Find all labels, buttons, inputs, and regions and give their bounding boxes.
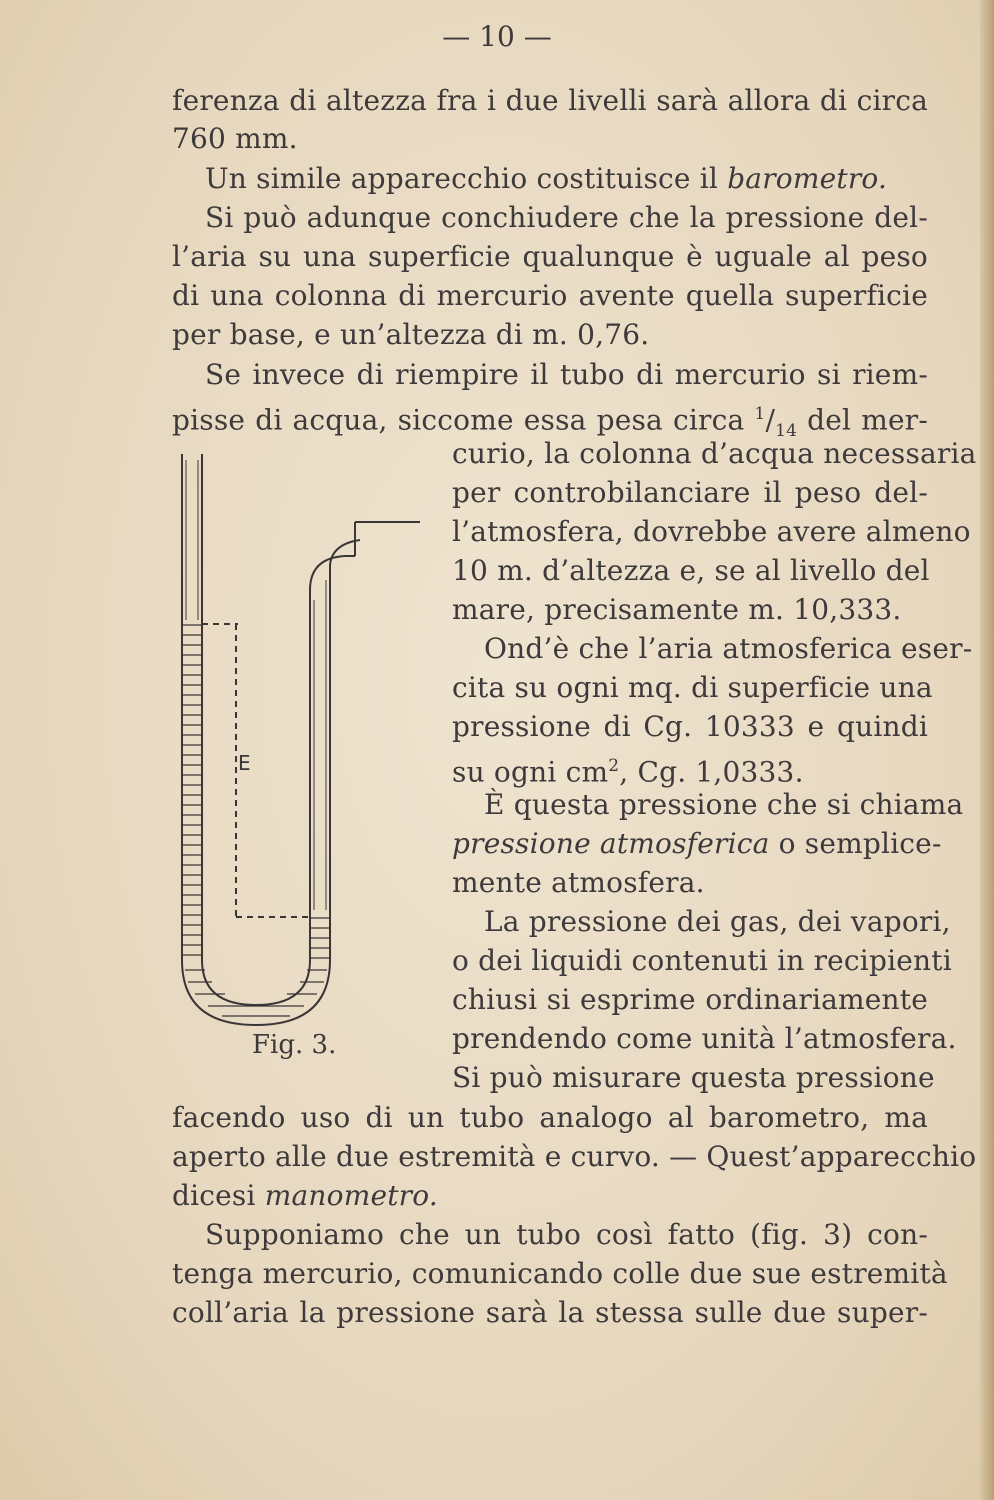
- text-line: [452, 747, 804, 791]
- fraction-numerator: 1: [754, 404, 766, 424]
- mercury-right-column: [311, 918, 329, 958]
- text-line: Si può misurare questa pressione: [452, 1061, 935, 1094]
- text-segment: pisse di acqua, siccome essa pesa circa: [172, 403, 755, 437]
- figure-caption: Fig. 3.: [252, 1030, 337, 1060]
- text-line: l’aria su una superficie qualunque è uguale al peso: [172, 240, 928, 273]
- text-line: mare, precisamente m. 10,333.: [452, 593, 902, 626]
- mercury-u-bottom: [185, 970, 327, 1016]
- text-line: pressione di Cg. 10333 e quindi: [452, 710, 928, 743]
- text-segment: Un simile apparecchio costituisce il: [205, 162, 728, 195]
- text-line: di una colonna di mercurio avente quella superficie: [172, 279, 928, 312]
- text-line: tenga mercurio, comunicando colle due sue estremità: [172, 1257, 948, 1290]
- fraction-slash: /: [765, 403, 776, 437]
- term-barometro: barometro.: [727, 162, 888, 195]
- text-line: 10 m. d’altezza e, se al livello del: [452, 554, 930, 587]
- text-line: coll’aria la pressione sarà la stessa sulle due super-: [172, 1296, 928, 1329]
- text-segment: dicesi: [172, 1179, 265, 1212]
- text-segment: o semplice-: [769, 827, 942, 860]
- text-segment: su ogni cm: [452, 755, 609, 789]
- text-line: [205, 160, 887, 198]
- text-line: o dei liquidi contenuti in recipienti: [452, 944, 952, 977]
- term-pressione-atmosferica: pressione atmosferica: [452, 827, 770, 860]
- figure-label-e: E: [238, 751, 251, 775]
- text-line: Si può adunque conchiudere che la pressione del-: [205, 201, 928, 234]
- fraction-denominator: 14: [775, 420, 798, 441]
- term-manometro: manometro.: [264, 1179, 438, 1212]
- text-line: cita su ogni mq. di superficie una: [452, 671, 933, 704]
- text-line: Se invece di riempire il tubo di mercurio si riem-: [205, 358, 928, 391]
- text-line: per controbilanciare il peso del-: [452, 476, 928, 509]
- text-segment: , Cg. 1,0333.: [619, 755, 804, 789]
- superscript: 2: [608, 756, 620, 776]
- figure-u-tube-manometer: [150, 440, 450, 1040]
- text-line: ferenza di altezza fra i due livelli sarà allora di circa: [172, 84, 928, 117]
- text-line: chiusi si esprime ordinariamente: [452, 983, 928, 1016]
- text-line: per base, e un’altezza di m. 0,76.: [172, 318, 650, 351]
- text-line: Ond’è che l’aria atmosferica eser-: [484, 632, 973, 665]
- text-line: La pressione dei gas, dei vapori,: [484, 905, 951, 938]
- text-line: aperto alle due estremità e curvo. — Quest’apparecchio: [172, 1140, 977, 1173]
- text-line: prendendo come unità l’atmosfera.: [452, 1022, 957, 1055]
- right-tube-bend: [310, 556, 355, 590]
- text-line: 760 mm.: [172, 122, 298, 155]
- u-bend-inner: [202, 960, 310, 1005]
- text-line: curio, la colonna d’acqua necessaria: [452, 437, 977, 470]
- text-line: È questa pressione che si chiama: [484, 788, 964, 821]
- text-line: mente atmosfera.: [452, 866, 705, 899]
- text-line: Supponiamo che un tubo così fatto (fig. 3) con-: [205, 1218, 928, 1251]
- text-line: [452, 825, 942, 863]
- text-line: facendo uso di un tubo analogo al barometro, ma: [172, 1101, 928, 1134]
- mercury-left-column: [183, 625, 201, 955]
- text-segment: del mer-: [797, 403, 928, 437]
- text-line: l’atmosfera, dovrebbe avere almeno: [452, 515, 971, 548]
- page-edge: [980, 0, 994, 1500]
- text-line: [172, 1177, 438, 1215]
- page-number: — 10 —: [442, 20, 552, 53]
